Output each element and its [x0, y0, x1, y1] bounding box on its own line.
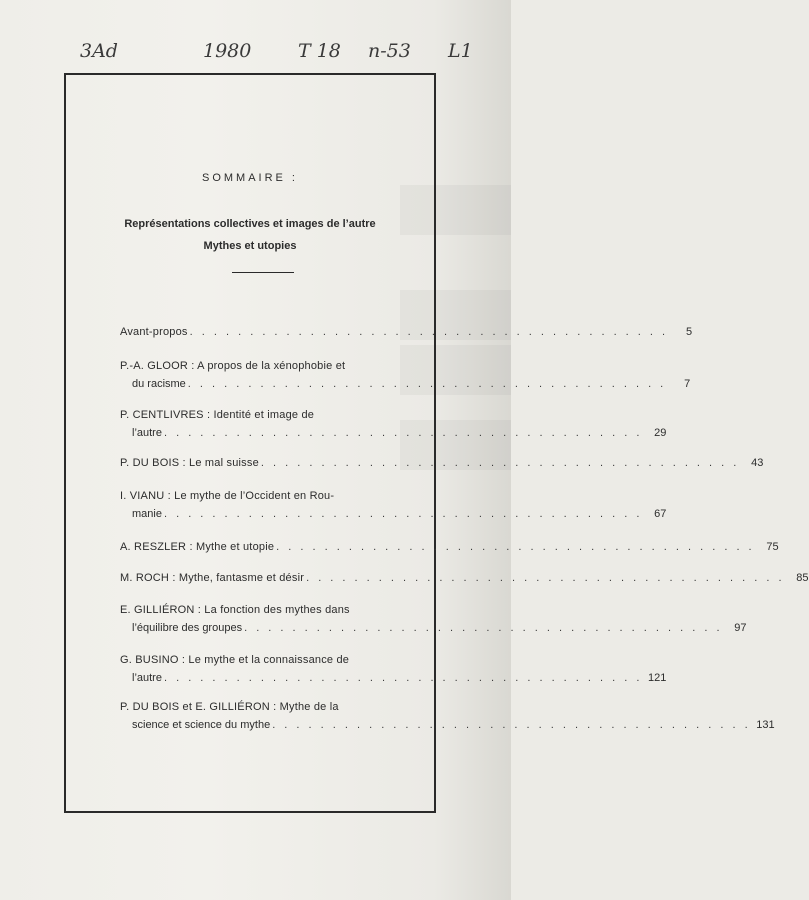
handwritten-text: T 18 [298, 40, 341, 62]
dot-leader: . . . . . . . . . . . . . . . . . . . . . . . . . . . . . . . . . . . . . . . . [276, 541, 755, 553]
divider [232, 272, 294, 273]
toc-entry-continuation: l’autre [132, 427, 162, 439]
toc-entry-title: P.-A. GLOOR : A propos de la xénophobie et [120, 360, 346, 372]
toc-page-number: 97 [734, 622, 747, 634]
toc-entry-title: E. GILLIÉRON : La fonction des mythes dans [120, 604, 350, 616]
toc-entry-title: P. DU BOIS : Le mal suisse [120, 457, 259, 469]
toc-entry-continuation: du racisme [132, 378, 186, 390]
subtitle-line-2: Mythes et utopies [203, 240, 297, 252]
dot-leader: . . . . . . . . . . . . . . . . . . . . . . . . . . . . . . . . . . . . . . . . [272, 719, 751, 731]
toc-entry [120, 454, 764, 472]
toc-entry [120, 651, 667, 687]
page-title: SOMMAIRE : [201, 172, 298, 184]
toc-entry [120, 569, 809, 587]
dot-leader: . . . . . . . . . . . . . . . . . . . . . . . . . . . . . . . . . . . . . . . . [306, 572, 785, 584]
toc-entry [120, 487, 667, 523]
toc-page-number: 67 [654, 508, 667, 520]
toc-entry [120, 406, 667, 442]
handwritten-text: n-53 [368, 40, 411, 62]
toc-entry [120, 357, 691, 393]
toc-page-number: 7 [684, 378, 691, 390]
dot-leader: . . . . . . . . . . . . . . . . . . . . . . . . . . . . . . . . . . . . . . . . [260, 457, 740, 469]
toc-entry [120, 601, 747, 637]
toc-page-number: 5 [685, 326, 693, 338]
toc-entry-continuation: science et science du mythe [132, 719, 271, 731]
toc-entry-title: P. CENTLIVRES : Identité et image de [120, 409, 315, 421]
dot-leader: . . . . . . . . . . . . . . . . . . . . . . . . . . . . . . . . . . . . . . . . [163, 508, 643, 520]
dot-leader: . . . . . . . . . . . . . . . . . . . . . . . . . . . . . . . . . . . . . . . . [187, 378, 667, 390]
subtitle-line-1: Représentations collectives et images de l’autre [124, 218, 376, 230]
toc-entry [120, 538, 779, 556]
toc-entry-title: Avant-propos [120, 326, 188, 338]
toc-page-number: 85 [796, 572, 809, 584]
toc-entry-continuation: l’équilibre des groupes [132, 622, 243, 634]
toc-entry-title: G. BUSINO : Le mythe et la connaissance de [120, 654, 350, 666]
toc-page-number: 131 [756, 719, 775, 731]
toc-page-number: 43 [751, 457, 764, 469]
dot-leader: . . . . . . . . . . . . . . . . . . . . . . . . . . . . . . . . . . . . . . . . [163, 672, 643, 684]
toc-entry-title: P. DU BOIS et E. GILLIÉRON : Mythe de la [120, 701, 339, 713]
toc-entry-title: M. ROCH : Mythe, fantasme et désir [120, 572, 305, 584]
toc-page-number: 29 [654, 427, 667, 439]
toc-entry [120, 323, 693, 341]
toc-entry [120, 698, 775, 734]
handwritten-text: 1980 [203, 40, 252, 62]
toc-page-number: 121 [648, 672, 667, 684]
toc-page-number: 75 [766, 541, 779, 553]
toc-entry-continuation: l’autre [132, 672, 162, 684]
handwritten-text: 3Ad [80, 40, 118, 62]
dot-leader: . . . . . . . . . . . . . . . . . . . . . . . . . . . . . . . . . . . . . . . . [244, 622, 723, 634]
toc-entry-title: I. VIANU : Le mythe de l’Occident en Rou- [120, 490, 335, 502]
handwritten-text: L1 [448, 40, 473, 62]
dot-leader: . . . . . . . . . . . . . . . . . . . . . . . . . . . . . . . . . . . . . . . . [163, 427, 643, 439]
dot-leader: . . . . . . . . . . . . . . . . . . . . . . . . . . . . . . . . . . . . . . . . [189, 326, 669, 338]
toc-entry-title: A. RESZLER : Mythe et utopie [120, 541, 275, 553]
toc-entry-continuation: manie [132, 508, 162, 520]
handwritten-annotation [70, 40, 490, 76]
